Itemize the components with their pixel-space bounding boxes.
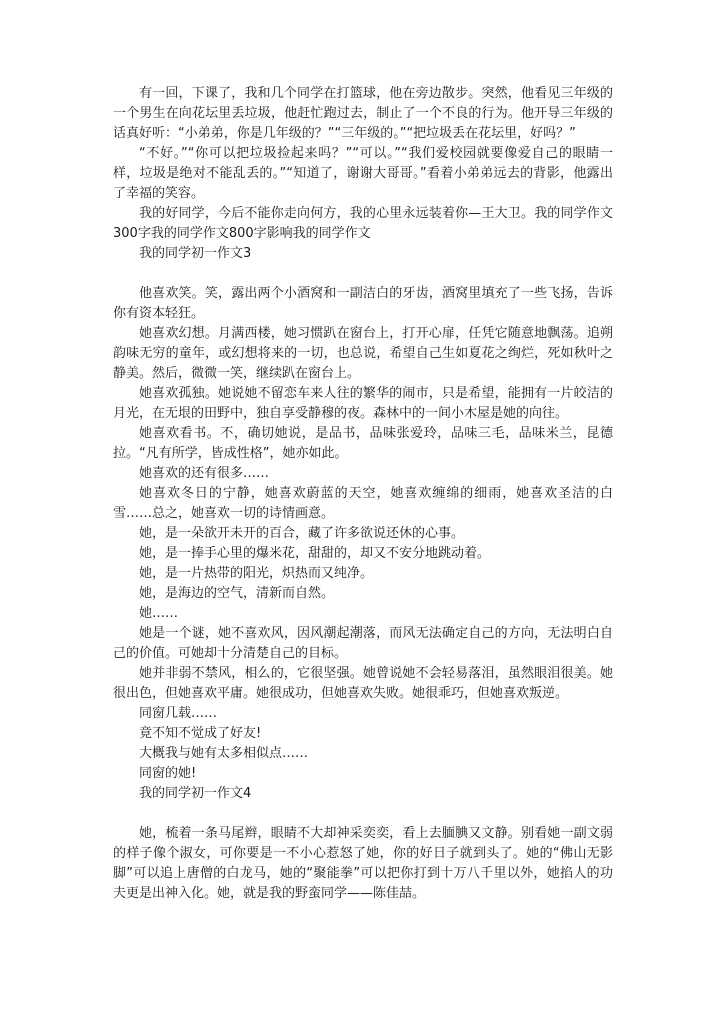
document-page: [113, 84, 613, 904]
paragraph: “不好。”“你可以把垃圾捡起来吗？”“可以。”“我们爱校园就要像爱自己的眼睛一样，垃圾是绝对不能乱丢的。”“知道了，谢谢大哥哥。”看着小弟弟远去的背影，他露出了幸福的笑容。: [113, 146, 613, 201]
paragraph: 大概我与她有太多相似点……: [139, 746, 309, 761]
paragraph: 我的好同学，今后不能你走向何方，我的心里永远装着你—王大卫。我的同学作文300字我的同学作文800字影响我的同学作文: [113, 206, 613, 241]
paragraph: 她，梳着一条马尾辫，眼睛不大却神采奕奕，看上去腼腆又文静。别看她一副文弱的样子像个淑女，可你要是一不小心惹怒了她，你的好日子就到头了。她的“佛山无影脚”可以追上唐僧的白龙马，她的“聚能拳”可以把你打到十万八千里以外，她掐人的功夫更是出神入化。她，就是我的野蛮同学——陈佳喆。: [113, 826, 613, 901]
paragraph: 她，是一捧手心里的爆米花，甜甜的，却又不安分地跳动着。: [139, 546, 491, 561]
paragraph: 她喜欢孤独。她说她不留恋车来人往的繁华的闹市，只是希望，能拥有一片皎洁的月光，在无垠的田野中，独自享受静穆的夜。森林中的一间小木屋是她的向往。: [113, 386, 613, 421]
paragraph: 她，是海边的空气，清新而自然。: [139, 586, 335, 601]
paragraph: 同窗几载……: [139, 706, 218, 721]
paragraph: 有一回，下课了，我和几个同学在打篮球，他在旁边散步。突然，他看见三年级的一个男生在向花坛里丢垃圾，他赶忙跑过去，制止了一个不良的行为。他开导三年级的话真好听：“小弟弟，你是几年级的？”“三年级的。”“把垃圾丢在花坛里，好吗？”: [113, 86, 613, 141]
paragraph: 她喜欢冬日的宁静，她喜欢蔚蓝的天空，她喜欢缠绵的细雨，她喜欢圣洁的白雪……总之，她喜欢一切的诗情画意。: [113, 486, 613, 521]
section-heading: 我的同学初一作文3: [139, 246, 252, 261]
spacer: [113, 804, 613, 824]
paragraph: 同窗的她!: [139, 766, 197, 781]
paragraph: 她喜欢幻想。月满西楼，她习惯趴在窗台上，打开心扉，任凭它随意地飘荡。追朔韵味无穷的童年，或幻想将来的一切，也总说，希望自己生如夏花之绚烂，死如秋叶之静美。然后，微微一笑，继续趴在窗台上。: [113, 326, 613, 381]
section-heading: 我的同学初一作文4: [139, 786, 252, 801]
paragraph: 她是一个谜，她不喜欢风，因风潮起潮落，而风无法确定自己的方向，无法明白自己的价值。可她却十分清楚自己的目标。: [113, 626, 613, 661]
spacer: [113, 264, 613, 284]
paragraph: 她喜欢看书。不，确切她说，是品书，品味张爱玲，品味三毛，品味米兰，昆德拉。“凡有所学，皆成性格”，她亦如此。: [113, 426, 613, 461]
paragraph: 她，是一朵欲开未开的百合，藏了许多欲说还休的心事。: [139, 526, 465, 541]
paragraph: 她……: [139, 606, 179, 621]
paragraph: 竟不知不觉成了好友!: [139, 726, 262, 741]
paragraph: 他喜欢笑。笑，露出两个小酒窝和一副洁白的牙齿，酒窝里填充了一些飞扬，告诉你有资本轻狂。: [113, 286, 613, 321]
paragraph: 她，是一片热带的阳光，炽热而又纯净。: [139, 566, 374, 581]
paragraph: 她喜欢的还有很多……: [139, 466, 270, 481]
paragraph: 她并非弱不禁风，相么的，它很坚强。她曾说她不会轻易落泪，虽然眼泪很美。她很出色，但她喜欢平庸。她很成功，但她喜欢失败。她很乖巧，但她喜欢叛逆。: [113, 666, 613, 701]
